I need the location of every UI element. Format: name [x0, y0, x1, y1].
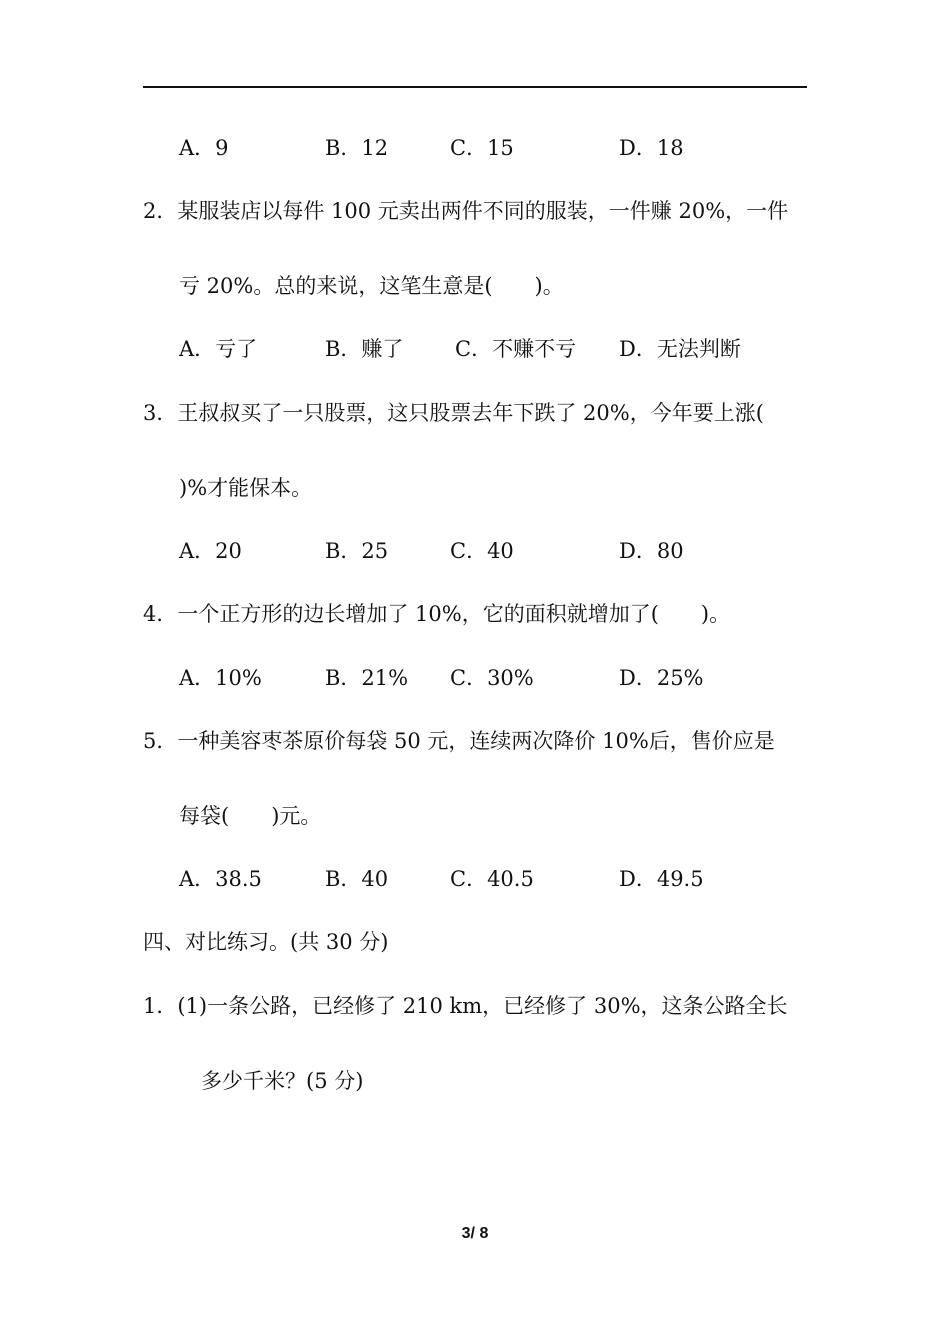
q5-line-1: 5．一种美容枣茶原价每袋 50 元，连续两次降价 10%后，售价应是 [143, 729, 775, 753]
q3-option-d: D．80 [619, 539, 684, 563]
q2-option-a: A．亏了 [179, 337, 258, 361]
q5-option-c: C．40.5 [450, 867, 534, 891]
q3-line-1: 3．王叔叔买了一只股票，这只股票去年下跌了 20%，今年要上涨( [143, 401, 764, 425]
q4-line-1: 4．一个正方形的边长增加了 10%，它的面积就增加了( )。 [143, 602, 731, 626]
section-4-title: 四、对比练习。(共 30 分) [143, 930, 389, 954]
q3-option-c: C．40 [450, 539, 514, 563]
q3-option-b: B．25 [325, 539, 389, 563]
q1-option-a: A．9 [179, 136, 229, 160]
section-4-problem-1-line-2: 多少千米？(5 分) [201, 1069, 364, 1093]
q5-option-d: D．49.5 [619, 867, 704, 891]
q2-option-c: C．不赚不亏 [455, 337, 577, 361]
q2-option-b: B．赚了 [325, 337, 404, 361]
q4-option-c: C．30% [450, 666, 534, 690]
q1-option-d: D．18 [619, 136, 684, 160]
page-number: 3/ 8 [461, 1225, 489, 1242]
q4-option-a: A．10% [179, 666, 262, 690]
q1-option-c: C．15 [450, 136, 514, 160]
q2-line-2: 亏 20%。总的来说，这笔生意是( )。 [179, 274, 564, 298]
top-rule [143, 86, 807, 88]
q4-option-d: D．25% [619, 666, 704, 690]
section-4-problem-1-line-1: 1．(1)一条公路，已经修了 210 km，已经修了 30%，这条公路全长 [143, 994, 788, 1018]
q3-line-2: )%才能保本。 [179, 476, 313, 500]
q1-option-b: B．12 [325, 136, 389, 160]
q5-line-2: 每袋( )元。 [179, 804, 322, 828]
q4-option-b: B．21% [325, 666, 409, 690]
q2-line-1: 2．某服装店以每件 100 元卖出两件不同的服装，一件赚 20%，一件 [143, 199, 789, 223]
q5-option-b: B．40 [325, 867, 389, 891]
q5-option-a: A．38.5 [179, 867, 262, 891]
q3-option-a: A．20 [179, 539, 242, 563]
q2-option-d: D．无法判断 [619, 337, 741, 361]
